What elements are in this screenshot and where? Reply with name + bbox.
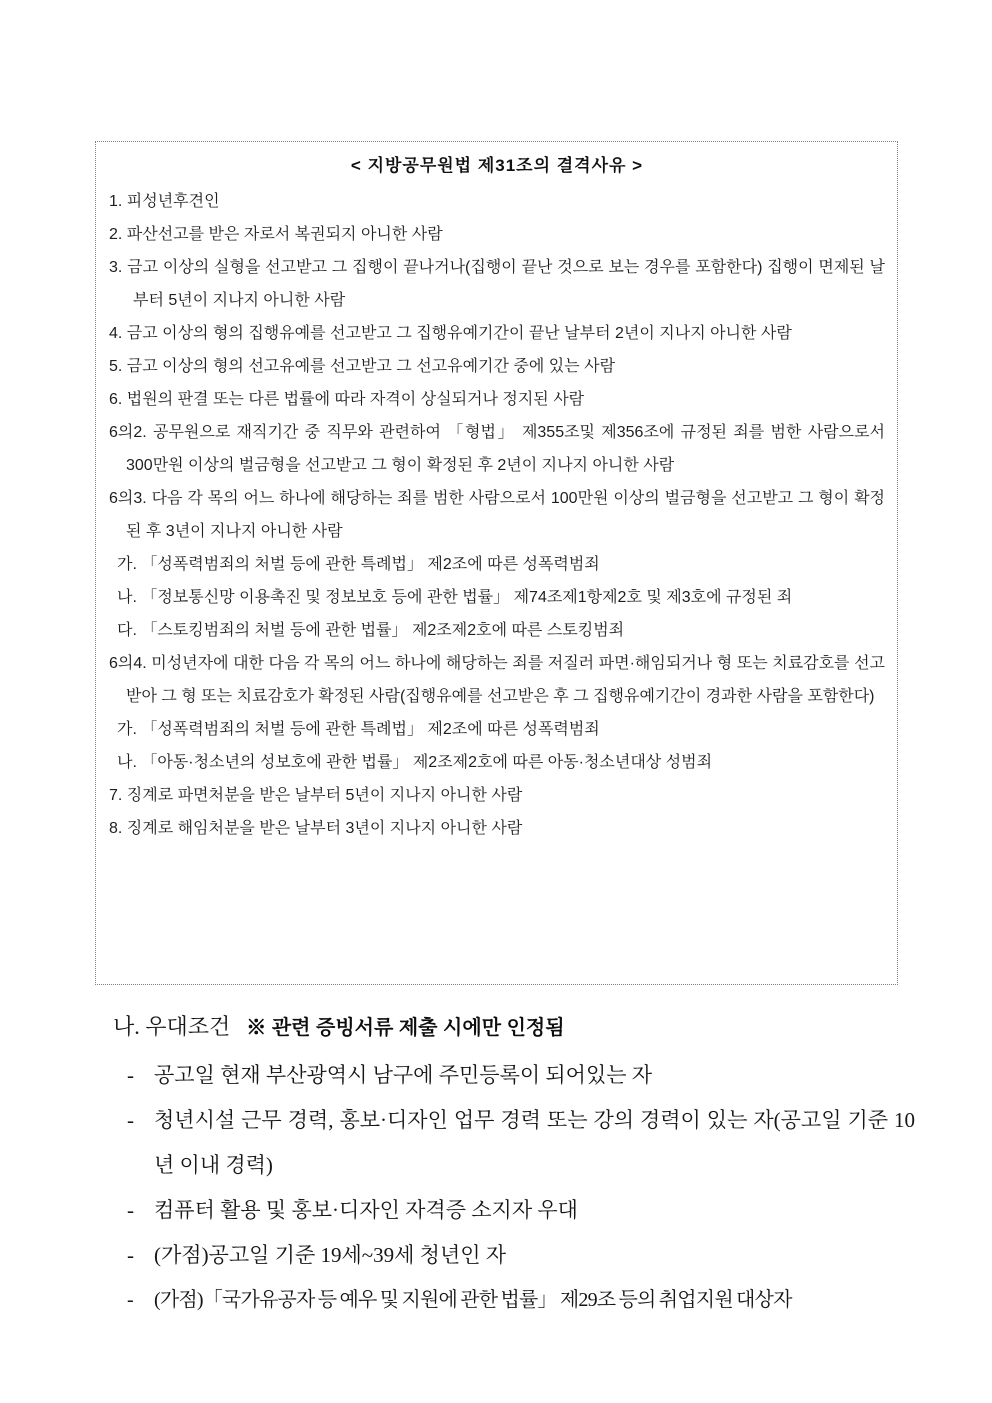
dash-marker: - xyxy=(127,1198,134,1222)
box-item-6-3: 6의3. 다음 각 목의 어느 하나에 해당하는 죄를 범한 사람으로서 100만원 이상의 벌금형을 선고받고 그 형이 확정된 후 3년이 지나지 아니한 사람 xyxy=(109,490,885,540)
bullet-item-certificate xyxy=(127,1188,915,1233)
box-item-3: 3. 금고 이상의 실형을 선고받고 그 집행이 끝나거나(집행이 끝난 것으로 보는 경우를 포함한다) 집행이 면제된 날부터 5년이 지나지 아니한 사람 xyxy=(109,259,885,309)
box-item-6-3-da: 다. 「스토킹범죄의 처벌 등에 관한 법률」 제2조제2호에 따른 스토킹범죄 xyxy=(117,622,625,639)
preference-note: ※ 관련 증빙서류 제출 시에만 인정됨 xyxy=(246,1017,565,1039)
box-title: < 지방공무원법 제31조의 결격사유 > xyxy=(350,156,644,175)
preference-heading xyxy=(113,1006,915,1049)
preference-heading-label: 나. 우대조건 xyxy=(113,1014,231,1039)
box-item-6-3-na: 나. 「정보통신망 이용촉진 및 정보보호 등에 관한 법률」 제74조제1항제2호 및 제3호에 규정된 죄 xyxy=(117,589,793,606)
disqualification-box xyxy=(95,141,898,985)
bullet-text: 컴퓨터 활용 및 홍보·디자인 자격증 소지자 우대 xyxy=(154,1198,578,1222)
bullet-text: 청년시설 근무 경력, 홍보·디자인 업무 경력 또는 강의 경력이 있는 자(공고일 기준 10년 이내 경력) xyxy=(154,1108,915,1177)
bullet-item-residency xyxy=(127,1053,915,1098)
dash-marker: - xyxy=(127,1108,134,1132)
box-item-6-2: 6의2. 공무원으로 재직기간 중 직무와 관련하여 「형법」 제355조및 제356조에 규정된 죄를 범한 사람으로서 300만원 이상의 벌금형을 선고받고 그 형이 확정된 후 2년이 지나지 아니한 사람 xyxy=(109,424,885,474)
box-item-6-4-ga: 가. 「성폭력범죄의 처벌 등에 관한 특례법」 제2조에 따른 성폭력범죄 xyxy=(117,721,600,738)
box-item-2: 2. 파산선고를 받은 자로서 복권되지 아니한 사람 xyxy=(109,226,443,243)
preference-section xyxy=(95,1006,915,1323)
bullet-text: (가점)공고일 기준 19세~39세 청년인 자 xyxy=(154,1243,507,1267)
bullet-text: (가점)「국가유공자 등 예우 및 지원에 관한 법률」 제29조 등의 취업지원 대상자 xyxy=(154,1289,792,1311)
box-item-8: 8. 징계로 해임처분을 받은 날부터 3년이 지나지 아니한 사람 xyxy=(109,820,523,837)
box-item-6: 6. 법원의 판결 또는 다른 법률에 따라 자격이 상실되거나 정지된 사람 xyxy=(109,391,585,408)
box-item-6-3-ga: 가. 「성폭력범죄의 처벌 등에 관한 특례법」 제2조에 따른 성폭력범죄 xyxy=(117,556,600,573)
dash-marker: - xyxy=(127,1243,134,1267)
box-item-1: 1. 피성년후견인 xyxy=(109,193,220,210)
box-item-7: 7. 징계로 파면처분을 받은 날부터 5년이 지나지 아니한 사람 xyxy=(109,787,523,804)
bullet-item-age xyxy=(127,1233,915,1278)
box-item-4: 4. 금고 이상의 형의 집행유예를 선고받고 그 집행유예기간이 끝난 날부터 2년이 지나지 아니한 사람 xyxy=(109,325,792,342)
box-item-6-4: 6의4. 미성년자에 대한 다음 각 목의 어느 하나에 해당하는 죄를 저질러 파면·해임되거나 형 또는 치료감호를 선고받아 그 형 또는 치료감호가 확정된 사람(집행유예를 선고받은 후 그 집행유예기간이 경과한 사람을 포함한다) xyxy=(109,655,885,705)
box-item-6-4-na: 나. 「아동·청소년의 성보호에 관한 법률」 제2조제2호에 따른 아동·청소년대상 성범죄 xyxy=(117,754,713,771)
dash-marker: - xyxy=(127,1289,134,1311)
bullet-item-veterans xyxy=(127,1278,915,1323)
dash-marker: - xyxy=(127,1063,134,1087)
box-item-5: 5. 금고 이상의 형의 선고유예를 선고받고 그 선고유예기간 중에 있는 사람 xyxy=(109,358,616,375)
bullet-item-career xyxy=(127,1098,915,1188)
bullet-text: 공고일 현재 부산광역시 남구에 주민등록이 되어있는 자 xyxy=(154,1063,653,1087)
